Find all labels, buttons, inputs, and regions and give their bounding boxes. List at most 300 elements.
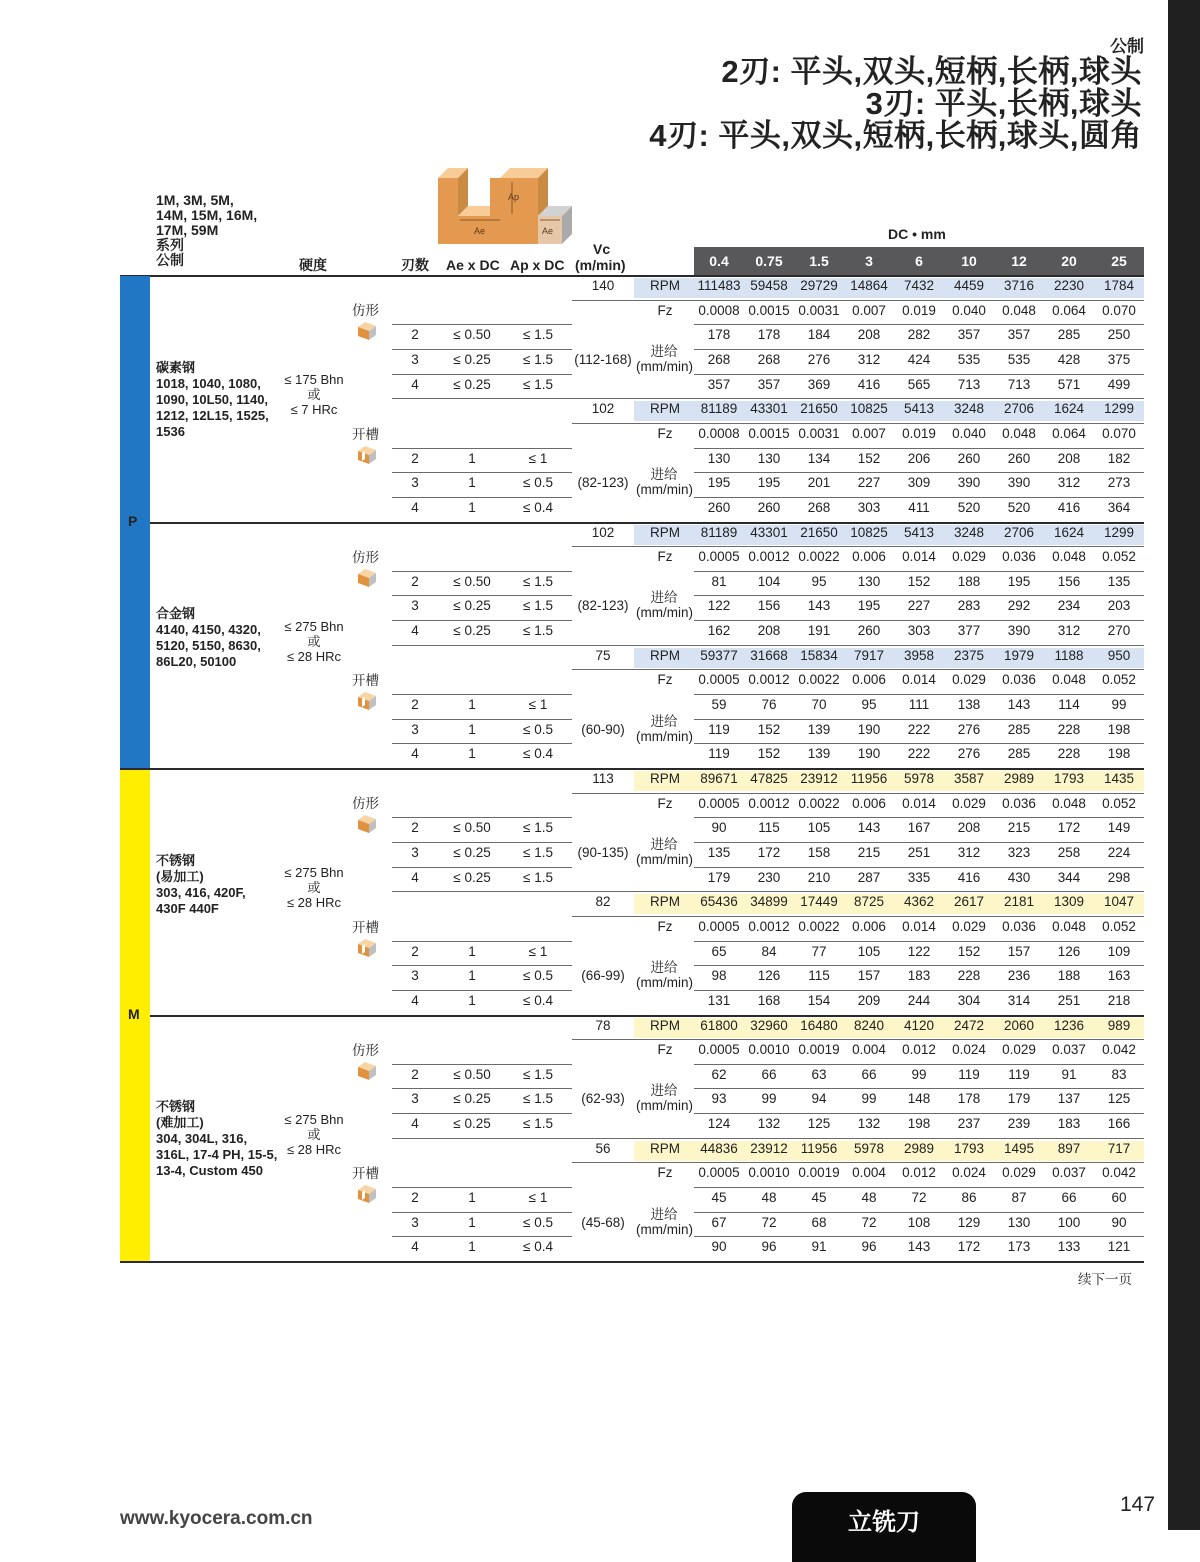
fz-value: 0.0015 (748, 302, 790, 318)
dc-caption: DC • mm (888, 226, 946, 242)
feed-value: 184 (807, 327, 831, 343)
hardness-line: ≤ 7 HRc (290, 402, 338, 417)
rpm-value: 2060 (1003, 1017, 1035, 1033)
hardness-value (280, 865, 348, 910)
ap-value: ≤ 1.5 (523, 351, 553, 367)
ap-value: ≤ 1.5 (523, 623, 553, 639)
section-tab (792, 1492, 976, 1562)
fz-value: 0.012 (902, 1042, 936, 1058)
feed-value: 416 (857, 376, 881, 392)
feed-value: 285 (1057, 327, 1081, 343)
slotting-icon (356, 937, 378, 959)
ae-value: 1 (468, 1214, 476, 1230)
fz-value: 0.004 (852, 1042, 886, 1058)
fz-value: 0.064 (1052, 425, 1086, 441)
feed-label (636, 837, 692, 867)
feed-value: 206 (907, 450, 931, 466)
strategy-label: 开槽 (352, 427, 379, 442)
feed-value: 114 (1058, 697, 1080, 713)
fz-value: 0.0031 (798, 302, 840, 318)
feed-value: 195 (857, 598, 881, 614)
ap-value: ≤ 1 (528, 697, 548, 713)
fz-value: 0.029 (1002, 1165, 1036, 1181)
feed-value: 67 (711, 1214, 727, 1230)
fz-value: 0.0010 (748, 1165, 790, 1181)
dc-header-bar (694, 247, 1144, 275)
feed-value: 178 (757, 327, 781, 343)
feed-value: 124 (707, 1116, 731, 1132)
feed-value: 499 (1107, 376, 1131, 392)
slotting-icon (356, 444, 378, 466)
feed-value: 66 (761, 1066, 777, 1082)
feed-value: 303 (857, 499, 881, 515)
fz-value: 0.0015 (748, 425, 790, 441)
vc-range: (90-135) (577, 844, 629, 860)
ae-value: ≤ 0.50 (453, 820, 491, 836)
feed-value: 571 (1057, 376, 1081, 392)
hardness-line: ≤ 275 Bhn (284, 865, 344, 880)
feed-value: 251 (907, 844, 931, 860)
feed-value: 90 (711, 820, 727, 836)
feed-value: 377 (957, 623, 981, 639)
flute-count: 3 (411, 721, 419, 737)
fz-value: 0.0022 (798, 795, 840, 811)
vc-value: 75 (595, 647, 611, 663)
hardness-line: ≤ 28 HRc (286, 649, 342, 664)
vc-range: (82-123) (577, 598, 629, 614)
fz-value: 0.048 (1052, 549, 1086, 565)
ap-value: ≤ 1.5 (523, 869, 553, 885)
feed-value: 210 (807, 869, 831, 885)
feed-value: 188 (957, 573, 981, 589)
feed-value: 156 (757, 598, 781, 614)
feed-label-line: 进给 (650, 714, 678, 729)
rpm-value: 43301 (750, 524, 788, 540)
ap-value: ≤ 1.5 (523, 573, 553, 589)
feed-value: 283 (957, 598, 981, 614)
feed-value: 99 (861, 1091, 877, 1107)
material-name (156, 360, 269, 440)
feed-value: 94 (811, 1091, 827, 1107)
feed-value: 66 (1061, 1190, 1077, 1206)
rpm-value: 3716 (1003, 278, 1035, 293)
rpm-label: RPM (650, 278, 680, 293)
feed-value: 152 (757, 721, 781, 737)
feed-value: 179 (1007, 1091, 1031, 1107)
feed-label (636, 467, 692, 497)
feed-value: 139 (807, 746, 831, 762)
fz-value: 0.012 (902, 1165, 936, 1181)
feed-value: 260 (1007, 450, 1031, 466)
fz-value: 0.036 (1002, 672, 1036, 688)
fz-value: 0.006 (852, 672, 886, 688)
feed-value: 195 (1007, 573, 1031, 589)
rpm-value: 59377 (700, 647, 738, 663)
rpm-label: RPM (650, 1140, 680, 1156)
website-url[interactable]: www.kyocera.com.cn (120, 1508, 313, 1529)
ae-value: 1 (468, 499, 476, 515)
rpm-value: 11956 (850, 771, 888, 786)
vc-value: 113 (592, 771, 614, 786)
fz-value: 0.006 (852, 795, 886, 811)
feed-value: 309 (907, 475, 931, 491)
feed-value: 314 (1007, 992, 1031, 1008)
fz-value: 0.0012 (748, 672, 790, 688)
rpm-value: 81189 (700, 401, 738, 417)
feed-value: 222 (907, 746, 931, 762)
feed-value: 369 (807, 376, 831, 392)
feed-value: 713 (1007, 376, 1031, 392)
feed-value: 138 (957, 697, 981, 713)
feed-label-unit: (mm/min) (636, 729, 693, 744)
feed-value: 236 (1007, 968, 1031, 984)
rpm-value: 2989 (1003, 771, 1035, 786)
feed-value: 188 (1057, 968, 1081, 984)
series-line: 系列 (156, 237, 184, 253)
feed-value: 157 (857, 968, 881, 984)
vc-range: (66-99) (581, 968, 625, 984)
rpm-value: 44836 (700, 1140, 738, 1156)
feed-value: 208 (857, 327, 881, 343)
feed-value: 172 (1057, 820, 1081, 836)
ae-value: ≤ 0.25 (453, 623, 491, 639)
fz-value: 0.0008 (698, 302, 740, 318)
rpm-value: 7917 (853, 647, 885, 663)
ae-value: ≤ 0.25 (453, 1116, 491, 1132)
feed-value: 287 (857, 869, 881, 885)
ae-value: ≤ 0.25 (453, 844, 491, 860)
rpm-value: 23912 (750, 1140, 788, 1156)
feed-value: 130 (857, 573, 881, 589)
feed-value: 292 (1007, 598, 1031, 614)
feed-label-unit: (mm/min) (636, 359, 693, 374)
profiling-icon (356, 813, 378, 835)
flute-count: 3 (411, 968, 419, 984)
feed-value: 72 (911, 1190, 927, 1206)
feed-value: 208 (757, 623, 781, 639)
feed-value: 428 (1057, 351, 1081, 367)
rpm-label: RPM (650, 771, 680, 786)
ap-value: ≤ 1 (528, 450, 548, 466)
fz-value: 0.029 (1002, 1042, 1036, 1058)
fz-label: Fz (657, 1165, 673, 1181)
flute-count: 4 (411, 746, 419, 762)
title-line-3: 4刃: 平头,双头,短柄,长柄,球头,圆角 (649, 118, 1142, 153)
feed-value: 190 (857, 746, 881, 762)
feed-value: 375 (1107, 351, 1131, 367)
rpm-value: 81189 (700, 524, 738, 540)
fz-label: Fz (657, 795, 673, 811)
fz-value: 0.0005 (698, 1165, 740, 1181)
feed-value: 178 (957, 1091, 981, 1107)
flute-count: 4 (411, 376, 419, 392)
hardness-line: ≤ 28 HRc (286, 895, 342, 910)
ap-value: ≤ 1 (528, 943, 548, 959)
feed-value: 62 (711, 1066, 727, 1082)
feed-value: 183 (907, 968, 931, 984)
ae-value: 1 (468, 746, 476, 762)
feed-value: 48 (761, 1190, 777, 1206)
ae-diagram-label: Ae (474, 226, 486, 236)
feed-value: 209 (857, 992, 881, 1008)
feed-value: 239 (1007, 1116, 1031, 1132)
fz-value: 0.036 (1002, 549, 1036, 565)
feed-value: 276 (807, 351, 831, 367)
feed-value: 134 (807, 450, 831, 466)
feed-label-unit: (mm/min) (636, 605, 693, 620)
rpm-value: 43301 (750, 401, 788, 417)
flute-count: 3 (411, 475, 419, 491)
fz-value: 0.029 (952, 918, 986, 934)
feed-value: 179 (707, 869, 731, 885)
feed-value: 115 (758, 820, 780, 836)
vc-value: 102 (591, 524, 615, 540)
feed-value: 95 (861, 697, 877, 713)
ae-header: Ae x DC (446, 257, 500, 273)
material-line: 4140, 4150, 4320, (156, 622, 261, 637)
feed-value: 68 (811, 1214, 827, 1230)
fz-value: 0.029 (952, 795, 986, 811)
feed-value: 344 (1057, 869, 1081, 885)
rpm-value: 989 (1107, 1017, 1131, 1033)
rpm-value: 47825 (750, 771, 788, 786)
ap-header: Ap x DC (510, 257, 565, 273)
continued-note: 续下一页 (1078, 1272, 1132, 1287)
rpm-value: 717 (1107, 1140, 1131, 1156)
material-name (156, 1099, 277, 1179)
material-name (156, 853, 246, 917)
feed-value: 260 (757, 499, 781, 515)
section-label: 立铣刀 (848, 1509, 920, 1536)
feed-value: 416 (957, 869, 981, 885)
feed-value: 201 (807, 475, 831, 491)
material-line: 316L, 17-4 PH, 15-5, (156, 1147, 278, 1162)
ae-value: ≤ 0.25 (453, 598, 491, 614)
feed-value: 131 (707, 992, 731, 1008)
profiling-icon (356, 1060, 378, 1082)
feed-value: 276 (957, 721, 981, 737)
feed-value: 60 (1111, 1190, 1127, 1206)
feed-value: 96 (861, 1239, 877, 1255)
feed-label (636, 590, 692, 620)
ae-value: 1 (468, 450, 476, 466)
flute-count: 3 (411, 1214, 419, 1230)
feed-value: 224 (1107, 844, 1131, 860)
material-line: 304, 304L, 316, (156, 1131, 248, 1146)
fz-value: 0.014 (902, 549, 936, 565)
flute-count: 4 (411, 623, 419, 639)
flute-count: 4 (411, 499, 419, 515)
feed-value: 268 (807, 499, 831, 515)
title-line-2: 3刃: 平头,长柄,球头 (865, 86, 1142, 121)
fz-label: Fz (657, 425, 673, 441)
rpm-value: 1793 (953, 1140, 985, 1156)
rpm-value: 1979 (1003, 647, 1035, 663)
feed-value: 304 (957, 992, 981, 1008)
cutting-diagram (438, 168, 574, 248)
ap-value: ≤ 0.5 (523, 968, 553, 984)
rpm-value: 1299 (1103, 524, 1135, 540)
dc-column-header: 6 (915, 253, 923, 269)
rpm-value: 21650 (800, 524, 838, 540)
hardness-value (280, 619, 348, 664)
rpm-label: RPM (650, 647, 680, 663)
feed-value: 83 (1111, 1066, 1127, 1082)
feed-label-line: 进给 (650, 837, 678, 852)
feed-value: 119 (708, 721, 730, 737)
feed-value: 166 (1107, 1116, 1131, 1132)
fz-value: 0.014 (902, 672, 936, 688)
fz-value: 0.042 (1102, 1165, 1136, 1181)
fz-value: 0.0008 (698, 425, 740, 441)
feed-value: 357 (757, 376, 781, 392)
rpm-value: 10825 (850, 524, 888, 540)
feed-value: 208 (1057, 450, 1081, 466)
strategy-label: 开槽 (352, 1166, 379, 1181)
feed-value: 323 (1007, 844, 1031, 860)
feed-value: 143 (857, 820, 881, 836)
feed-value: 357 (1007, 327, 1031, 343)
feed-value: 183 (1057, 1116, 1081, 1132)
feed-value: 70 (811, 697, 827, 713)
strategy-label: 开槽 (352, 920, 379, 935)
ap-value: ≤ 1.5 (523, 327, 553, 343)
rpm-value: 1188 (1054, 647, 1084, 663)
fz-value: 0.040 (952, 425, 986, 441)
feed-value: 250 (1107, 327, 1131, 343)
material-line: 合金钢 (156, 606, 196, 621)
profiling-icon (356, 567, 378, 589)
feed-value: 90 (711, 1239, 727, 1255)
flute-count: 3 (411, 598, 419, 614)
feed-value: 178 (707, 327, 731, 343)
feed-value: 152 (957, 943, 981, 959)
unit-system-label: 公制 (1110, 37, 1144, 56)
feed-value: 215 (1007, 820, 1031, 836)
rpm-value: 897 (1057, 1140, 1081, 1156)
rpm-value: 2989 (903, 1140, 935, 1156)
feed-value: 268 (707, 351, 731, 367)
rpm-value: 3248 (953, 524, 985, 540)
feed-value: 285 (1007, 721, 1031, 737)
hardness-line: 或 (307, 634, 321, 649)
ae-value: 1 (468, 475, 476, 491)
strategy-label: 仿形 (352, 303, 379, 318)
flute-count: 2 (411, 327, 419, 343)
feed-label (636, 344, 692, 374)
fz-label: Fz (657, 672, 673, 688)
rpm-value: 2706 (1003, 401, 1035, 417)
fz-value: 0.0005 (698, 672, 740, 688)
feed-value: 119 (708, 746, 730, 762)
fz-value: 0.0012 (748, 795, 790, 811)
feed-value: 364 (1107, 499, 1131, 515)
group-letter: P (128, 513, 138, 529)
material-line: 不锈钢 (156, 1099, 196, 1114)
ae-value: 1 (468, 968, 476, 984)
feed-value: 143 (807, 598, 831, 614)
ae-value: ≤ 0.50 (453, 1066, 491, 1082)
hardness-line: 或 (307, 880, 321, 895)
feed-value: 390 (957, 475, 981, 491)
feed-label-unit: (mm/min) (636, 852, 693, 867)
feed-label-line: 进给 (650, 960, 678, 975)
feed-value: 111 (908, 697, 930, 713)
feed-value: 115 (808, 968, 830, 984)
ae-value: ≤ 0.25 (453, 376, 491, 392)
rpm-value: 2617 (953, 894, 985, 910)
strategy-label: 仿形 (352, 1043, 379, 1058)
feed-value: 198 (907, 1116, 931, 1132)
rpm-value: 5413 (903, 524, 935, 540)
feed-value: 121 (1107, 1239, 1131, 1255)
flute-count: 3 (411, 844, 419, 860)
feed-value: 312 (1057, 623, 1081, 639)
feed-value: 215 (857, 844, 881, 860)
feed-value: 72 (861, 1214, 877, 1230)
feed-value: 276 (957, 746, 981, 762)
feed-value: 303 (907, 623, 931, 639)
fz-value: 0.048 (1052, 672, 1086, 688)
ap-value: ≤ 0.4 (523, 1239, 553, 1255)
rpm-value: 8240 (853, 1017, 885, 1033)
fz-value: 0.052 (1102, 672, 1136, 688)
fz-value: 0.019 (902, 425, 936, 441)
fz-value: 0.0031 (798, 425, 840, 441)
hardness-line: ≤ 275 Bhn (284, 1112, 344, 1127)
feed-value: 251 (1057, 992, 1081, 1008)
feed-value: 258 (1057, 844, 1081, 860)
feed-value: 191 (807, 623, 831, 639)
flute-count: 4 (411, 1116, 419, 1132)
feed-value: 91 (1061, 1066, 1077, 1082)
feed-value: 65 (711, 943, 727, 959)
feed-label-line: 进给 (650, 590, 678, 605)
feed-value: 154 (807, 992, 831, 1008)
feed-value: 152 (857, 450, 881, 466)
feed-label-line: 进给 (650, 344, 678, 359)
feed-value: 713 (957, 376, 981, 392)
ae-value: ≤ 0.25 (453, 1091, 491, 1107)
feed-value: 133 (1057, 1239, 1081, 1255)
feed-value: 126 (1057, 943, 1081, 959)
feed-value: 122 (707, 598, 731, 614)
feed-value: 535 (1007, 351, 1031, 367)
ap-value: ≤ 0.4 (523, 992, 553, 1008)
fz-value: 0.029 (952, 672, 986, 688)
rpm-value: 23912 (800, 771, 838, 786)
fz-label: Fz (657, 1042, 673, 1058)
feed-value: 218 (1107, 992, 1131, 1008)
feed-value: 227 (907, 598, 931, 614)
material-line: 86L20, 50100 (156, 654, 237, 669)
feed-value: 285 (1007, 746, 1031, 762)
hardness-line: ≤ 175 Bhn (284, 372, 344, 387)
vc-range: (82-123) (577, 475, 629, 491)
rpm-value: 15834 (800, 647, 838, 663)
feed-label-line: 进给 (650, 467, 678, 482)
rpm-value: 2230 (1053, 278, 1085, 293)
feed-value: 172 (957, 1239, 981, 1255)
feed-value: 157 (1007, 943, 1031, 959)
feed-value: 98 (711, 968, 727, 984)
feed-label-unit: (mm/min) (636, 975, 693, 990)
fz-label: Fz (657, 549, 673, 565)
flute-count: 3 (411, 1091, 419, 1107)
feed-value: 173 (1007, 1239, 1031, 1255)
feed-value: 312 (1057, 475, 1081, 491)
feed-value: 99 (761, 1091, 777, 1107)
